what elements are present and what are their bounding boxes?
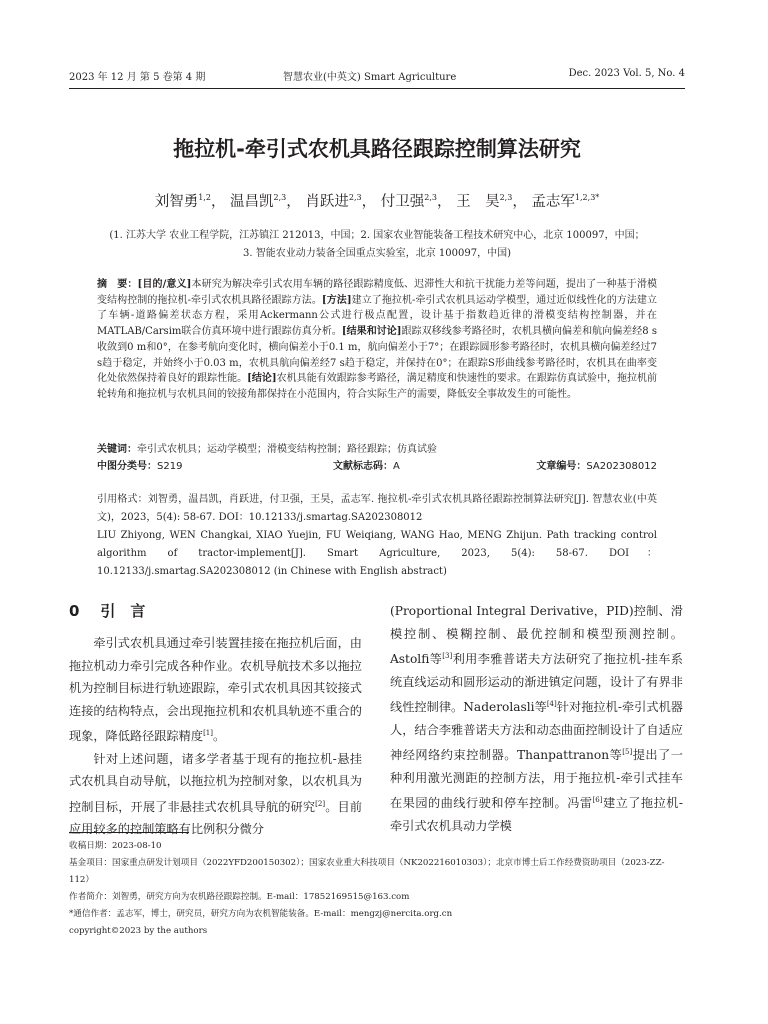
body-text: 建立了拖拉机-牵引式农机具动力学模 bbox=[390, 796, 684, 833]
author-affiliation-mark: 2,3 bbox=[499, 193, 513, 203]
author-intro: 作者简介：刘智勇，研究方向为农机路径跟踪控制。E-mail：17852169515@163.com bbox=[69, 892, 410, 902]
footnotes bbox=[69, 838, 685, 940]
abstract-results-label: [结果和讨论] bbox=[341, 326, 402, 338]
author-list bbox=[69, 190, 685, 211]
body-paragraph bbox=[390, 600, 683, 837]
corresponding-author: *通信作者：孟志军，博士，研究员，研究方向为农机智能装备。E-mail：mengzj@nercita.org.cn bbox=[69, 909, 453, 919]
author-name: 王 昊 bbox=[456, 194, 500, 210]
citation-chinese: 引用格式：刘智勇，温昌凯，肖跃进，付卫强，王昊，孟志军. 拖拉机-牵引式农机具路径跟踪控制算法研究[J]. 智慧农业(中英文)，2023，5(4): 58-67. DOI：10.12133/j.smartag.SA202308012 bbox=[97, 494, 657, 523]
author-separator: ， bbox=[286, 194, 301, 210]
body-column-right bbox=[390, 600, 683, 837]
body-text: (Proportional Integral Derivative，PID)控制、滑模控制、模糊控制、最优控制和模型预测控制。Astolfi等 bbox=[390, 604, 683, 667]
reference-mark[interactable]: [4] bbox=[546, 700, 557, 709]
author-affiliation-mark: 1,2,3* bbox=[574, 193, 600, 203]
affiliation-line: 3. 智能农业动力装备全国重点实验室，北京 100097，中国) bbox=[243, 248, 511, 259]
abstract-conclusion-label: [结论] bbox=[247, 373, 277, 385]
document-code bbox=[333, 457, 400, 472]
section-number: 0 bbox=[69, 602, 80, 620]
keywords-label: 关键词： bbox=[97, 444, 137, 455]
author-name: 孟志军 bbox=[531, 194, 575, 210]
section-heading bbox=[69, 600, 362, 626]
author-name: 付卫强 bbox=[380, 194, 425, 210]
reference-mark[interactable]: [2] bbox=[315, 799, 326, 808]
reference-mark[interactable]: [1] bbox=[203, 729, 213, 737]
keywords-text: 牵引式农机具；运动学模型；滑模变结构控制；路径跟踪；仿真试验 bbox=[137, 444, 437, 455]
body-paragraph bbox=[69, 632, 362, 748]
header-rule bbox=[69, 88, 685, 89]
abstract bbox=[97, 277, 657, 403]
reference-mark[interactable]: [5] bbox=[622, 748, 633, 757]
clc-number bbox=[97, 457, 182, 472]
document-code-value: A bbox=[393, 461, 400, 472]
body-text: 针对上述问题，诸多学者基于现有的拖拉机-悬挂式农机具自动导航，以拖拉机为控制对象，以农机具为控制目标，开展了非悬挂式农机具导航的研究 bbox=[69, 751, 362, 814]
running-header bbox=[69, 68, 685, 82]
author-affiliation-mark: 2,3 bbox=[424, 193, 437, 203]
author-affiliation-mark: 2,3 bbox=[348, 193, 362, 203]
abstract-method: 建立了拖拉机-牵引式农机具运动学模型，通过近似线性化的方法建立了车辆-道路偏差状态方程，采用Ackermann公式进行极点配置，设计基于指数趋近律的滑模变结构控制器，并在MATLAB/Carsim联合仿真环境中进行跟踪仿真分析。 bbox=[97, 294, 657, 338]
article-number bbox=[536, 457, 657, 472]
affiliation-line: (1. 江苏大学 农业工程学院，江苏镇江 212013，中国；2. 国家农业智能装备工程技术研究中心，北京 100097，中国； bbox=[109, 230, 645, 241]
article-number-value: SA202308012 bbox=[586, 461, 657, 472]
classification-line bbox=[97, 457, 657, 473]
body-text: 牵引式农机具通过牵引装置挂接在拖拉机后面，由拖拉机动力牵引完成各种作业。农机导航技术多以拖拉机为控制目标进行轨迹跟踪，牵引式农机具因其铰接式连接的结构特点，会出现拖拉机和农机具轨迹不重合的现象，降低路径跟踪精度 bbox=[69, 636, 362, 744]
copyright-note: copyright©2023 by the authors bbox=[69, 926, 208, 936]
abstract-results: 跟踪双移线参考路径时，农机具横向偏差和航向偏差经8 s收敛到0 m和0°，在参考航向变化时，横向偏差小于0.1 m，航向偏差小于7°；在跟踪圆形参考路径时，农机具横向偏差经过7 s趋于稳定，并始终小于0.03 m，农机具航向偏差经7 s趋于稳定，并保持在0°；在跟踪S形曲线参考路径时，农机具在曲率变化处依然保持着良好的跟踪性能。 bbox=[97, 326, 657, 385]
abstract-purpose-label: [目的/意义] bbox=[137, 279, 192, 290]
journal-issue-cn: 2023 年 12 月 第 5 卷第 4 期 bbox=[69, 72, 206, 83]
section-title: 引 言 bbox=[100, 602, 146, 620]
author-name: 温昌凯 bbox=[230, 194, 274, 210]
citation-english: LIU Zhiyong, WEN Changkai, XIAO Yuejin, FU Weiqiang, WANG Hao, MENG Zhijun. Path tracking control algorithm of tractor-implement[J]. Smart Agriculture, 2023, 5(4): 58-67. DOI：10.12133/j.smartag.SA202308012 (in Chinese with English abstract) bbox=[97, 530, 657, 577]
body-text: 针对拖拉机-牵引式机器人，结合李雅普诺夫方法和动态曲面控制设计了自适应神经网络约束控制器。Thanpattranon等 bbox=[390, 700, 683, 763]
document-code-label: 文献标志码： bbox=[333, 461, 393, 472]
funding-note: 基金项目：国家重点研发计划项目（2022YFD200150302）；国家农业重大科技项目（NK202216010303）；北京市博士后工作经费资助项目（2023-ZZ-112） bbox=[69, 858, 665, 885]
paper-title: 拖拉机-牵引式农机具路径跟踪控制算法研究 bbox=[173, 137, 581, 161]
journal-issue-en: Dec. 2023 Vol. 5, No. 4 bbox=[568, 68, 685, 79]
body-text: 。目前应用较多的控制策略有比例积分微分 bbox=[69, 799, 363, 837]
reference-mark[interactable]: [6] bbox=[592, 796, 603, 805]
received-date: 收稿日期：2023-08-10 bbox=[69, 841, 162, 851]
author-separator: ， bbox=[361, 194, 377, 210]
body-paragraph bbox=[69, 748, 362, 841]
author-separator: ， bbox=[436, 194, 452, 210]
citation-block bbox=[97, 491, 657, 581]
body-text: 。 bbox=[212, 729, 226, 744]
journal-name: 智慧农业(中英文) Smart Agriculture bbox=[283, 72, 457, 83]
body-column-left bbox=[69, 600, 362, 841]
author-separator: ， bbox=[512, 194, 527, 210]
author-name: 刘智勇 bbox=[154, 194, 199, 210]
clc-label: 中图分类号： bbox=[97, 461, 157, 472]
author-name: 肖跃进 bbox=[305, 194, 349, 210]
reference-mark[interactable]: [3] bbox=[442, 652, 453, 660]
body-text: 提出了一种利用激光测距的控制方法，用于拖拉机-牵引式挂车在果园的曲线行驶和停车控制。冯雷 bbox=[390, 748, 683, 811]
article-number-label: 文章编号： bbox=[536, 461, 587, 472]
keywords bbox=[97, 440, 657, 455]
author-affiliation-mark: 2,3 bbox=[273, 193, 287, 203]
body-text: 利用李雅普诺夫方法研究了拖拉机-挂车系统直线运动和圆形运动的渐进镇定问题，设计了有界非线性控制律。Naderolasli等 bbox=[390, 652, 683, 715]
clc-value: S219 bbox=[157, 461, 183, 472]
author-separator: ， bbox=[210, 194, 226, 210]
author-affiliation-mark: 1,2 bbox=[198, 193, 211, 203]
abstract-conclusion: 农机具能有效跟踪参考路径，满足精度和快速性的要求。在跟踪仿真试验中，拖拉机前轮转角和拖拉机与农机具间的铰接角都保持在小范围内，符合实际生产的需要，降低安全事故发生的可能性。 bbox=[97, 373, 658, 400]
abstract-method-label: [方法] bbox=[321, 294, 352, 306]
abstract-purpose: 本研究为解决牵引式农用车辆的路径跟踪精度低、迟滞性大和抗干扰能力差等问题，提出了一种基于滑模变结构控制的拖拉机-牵引式农机具路径跟踪方法。 bbox=[97, 279, 658, 306]
abstract-paragraph bbox=[97, 277, 657, 403]
footnote-rule bbox=[69, 832, 189, 833]
abstract-label: 摘 要： bbox=[97, 279, 138, 290]
